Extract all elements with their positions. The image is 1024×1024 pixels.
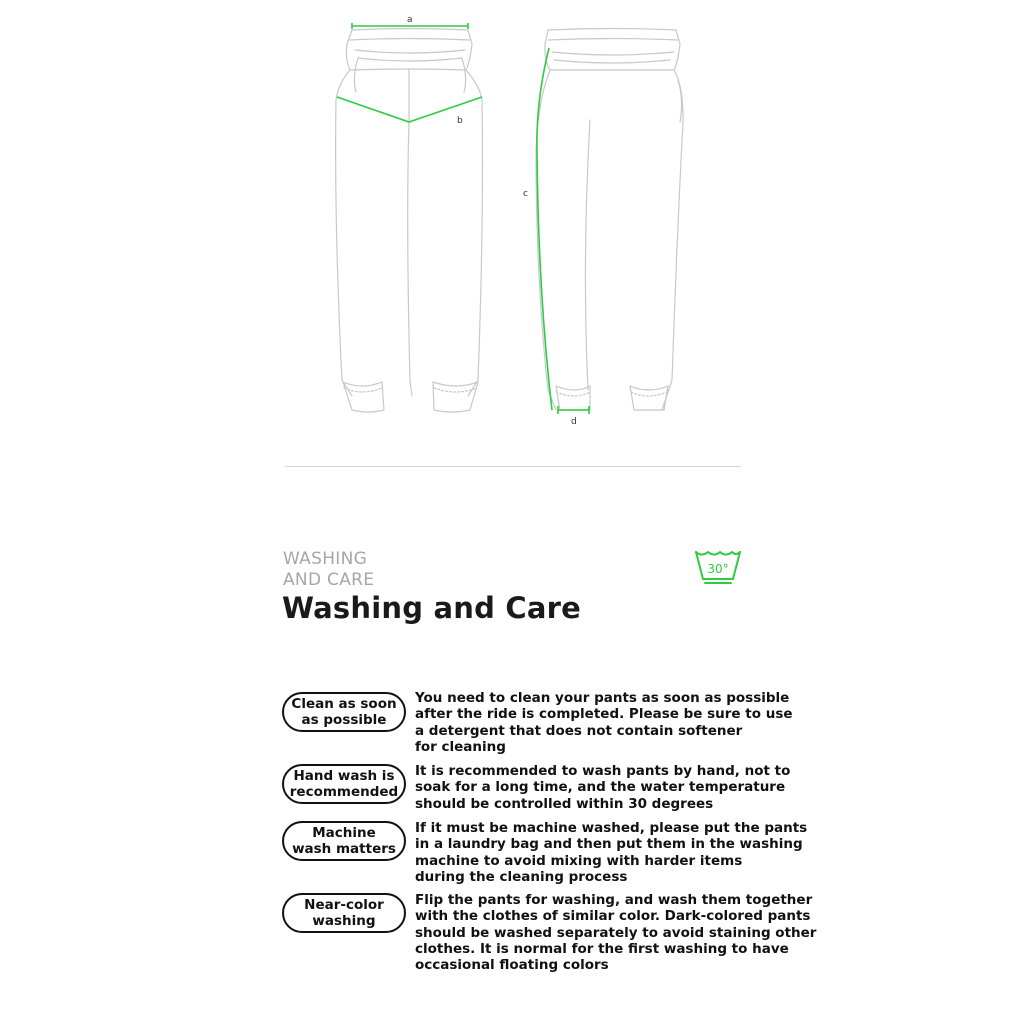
page-title: Washing and Care [282, 591, 581, 625]
care-label-line: Near-color [304, 897, 384, 913]
care-label-line: as possible [301, 712, 387, 728]
pants-side-outline [536, 29, 683, 411]
care-text-line: occasional floating colors [415, 957, 609, 974]
care-text-line: If it must be machine washed, please put the pants [415, 820, 808, 836]
section-kicker [283, 549, 374, 591]
care-text-line: should be washed separately to avoid staining other [415, 924, 817, 941]
care-description [415, 892, 817, 974]
measure-label-d: d [571, 417, 577, 427]
care-text-line: with the clothes of similar color. Dark-colored pants [415, 908, 811, 925]
kicker-line-1: WASHING [283, 549, 368, 569]
care-label-line: washing [312, 913, 376, 929]
measure-label-c: c [523, 189, 528, 199]
wash-temperature: 30° [707, 562, 729, 576]
care-text-line: soak for a long time, and the water temperature [415, 779, 786, 796]
care-label-line: Hand wash is [293, 768, 395, 784]
care-text-line: a detergent that does not contain softener [415, 722, 743, 739]
section-divider [285, 466, 741, 467]
care-description [415, 820, 808, 885]
care-label-line: Clean as soon [291, 696, 397, 712]
measure-label-a: a [407, 15, 413, 25]
pants-measurement-diagram [0, 0, 1024, 440]
care-description [415, 690, 793, 755]
kicker-line-2: AND CARE [283, 570, 375, 590]
care-text-line: Flip the pants for washing, and wash them together [415, 892, 813, 908]
care-text-line: should be controlled within 30 degrees [415, 795, 714, 812]
care-label-pill [282, 893, 406, 933]
wash-30-degrees-icon [694, 548, 742, 586]
care-label-line: wash matters [292, 841, 396, 857]
measure-line-d [558, 406, 589, 414]
care-label-line: recommended [289, 784, 399, 800]
care-text-line: clothes. It is normal for the first washing to have [415, 940, 789, 957]
care-text-line: during the cleaning process [415, 868, 628, 885]
care-text-line: machine to avoid mixing with harder items [415, 852, 743, 869]
care-text-line: in a laundry bag and then put them in the washing [415, 836, 803, 853]
care-label-pill [282, 821, 406, 861]
care-text-line: You need to clean your pants as soon as possible [415, 690, 790, 706]
care-description [415, 763, 791, 812]
care-label-pill [282, 692, 406, 732]
measure-label-b: b [457, 116, 463, 126]
care-label-line: Machine [312, 825, 376, 841]
care-text-line: for cleaning [415, 738, 506, 755]
care-label-pill [282, 764, 406, 804]
care-text-line: It is recommended to wash pants by hand, not to [415, 763, 791, 779]
pants-front-outline [336, 29, 483, 413]
care-text-line: after the ride is completed. Please be sure to use [415, 706, 793, 723]
